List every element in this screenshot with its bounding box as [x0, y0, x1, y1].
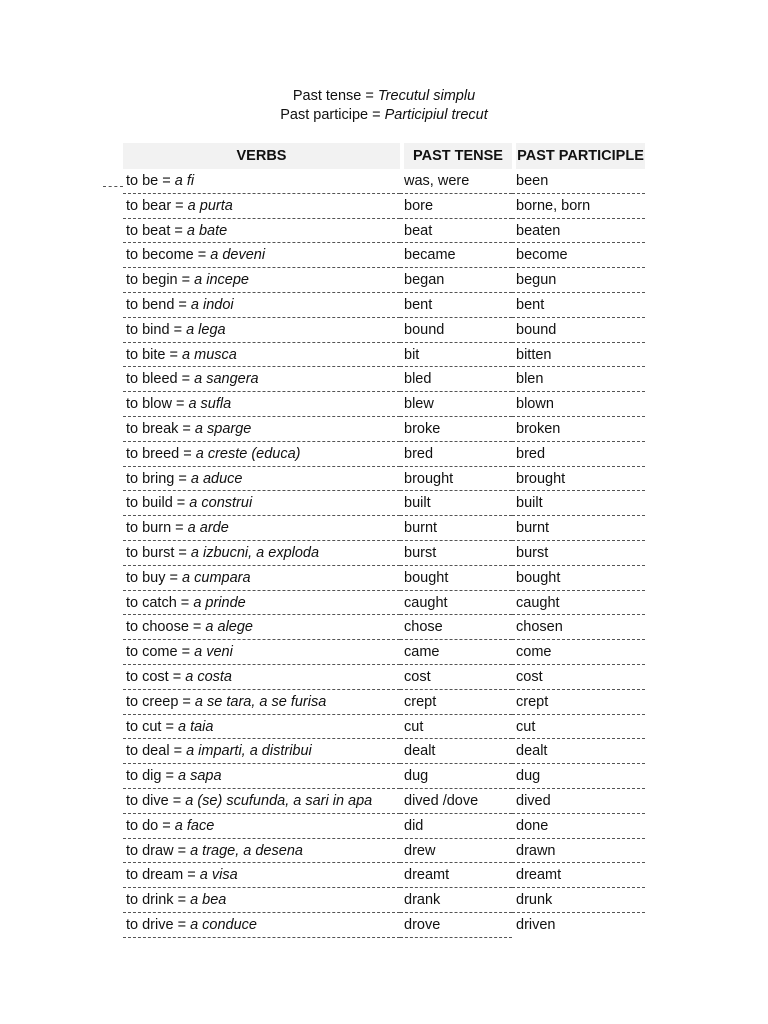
- verb-infinitive: to choose =: [126, 619, 206, 636]
- verb-cell: [123, 467, 400, 492]
- verb-translation: a prinde: [193, 594, 246, 611]
- verb-translation: a musca: [182, 346, 237, 363]
- table-row: [123, 541, 645, 566]
- past-participle-cell: drunk: [512, 888, 645, 913]
- verb-translation: a purta: [187, 197, 233, 214]
- table-body: [123, 169, 645, 938]
- verb-translation: a face: [174, 817, 215, 834]
- past-participle-cell: cost: [512, 665, 645, 690]
- verb-infinitive: to drink =: [126, 892, 191, 909]
- verb-translation: a izbucni, a exploda: [190, 544, 320, 561]
- verb-translation: a taia: [178, 718, 214, 735]
- verb-cell: [123, 367, 400, 392]
- past-tense-cell: bought: [400, 566, 512, 591]
- column-header-past-participle: PAST PARTICIPLE: [516, 143, 645, 169]
- past-tense-cell: built: [400, 491, 512, 516]
- past-tense-cell: brought: [400, 467, 512, 492]
- verb-cell: [123, 665, 400, 690]
- past-participle-cell: broken: [512, 417, 645, 442]
- past-tense-cell: dreamt: [400, 863, 512, 888]
- verb-infinitive: to cut =: [126, 718, 178, 735]
- verb-translation: a indoi: [190, 296, 234, 313]
- past-participle-cell: begun: [512, 268, 645, 293]
- verb-infinitive: to build =: [126, 495, 190, 512]
- past-participle-cell: burst: [512, 541, 645, 566]
- table-row: [123, 764, 645, 789]
- table-row: [123, 640, 645, 665]
- heading-past-tense: [0, 87, 768, 106]
- past-tense-cell: burnt: [400, 516, 512, 541]
- table-row: [123, 169, 645, 194]
- verb-infinitive: to bite =: [126, 346, 183, 363]
- verb-translation: a conduce: [190, 916, 257, 933]
- past-tense-cell: began: [400, 268, 512, 293]
- heading-past-participle-label: Past participe =: [280, 107, 385, 123]
- verb-cell: [123, 194, 400, 219]
- past-participle-cell: become: [512, 243, 645, 268]
- verb-cell: [123, 243, 400, 268]
- past-tense-cell: beat: [400, 219, 512, 244]
- past-tense-cell: cost: [400, 665, 512, 690]
- past-participle-cell: dived: [512, 789, 645, 814]
- table-row: [123, 690, 645, 715]
- verb-cell: [123, 715, 400, 740]
- past-participle-cell: bred: [512, 442, 645, 467]
- past-tense-cell: bled: [400, 367, 512, 392]
- past-tense-cell: dug: [400, 764, 512, 789]
- past-tense-cell: did: [400, 814, 512, 839]
- verb-translation: a arde: [187, 520, 229, 537]
- verb-infinitive: to dig =: [126, 768, 178, 785]
- table-row: [123, 789, 645, 814]
- column-header-past-tense: PAST TENSE: [404, 143, 512, 169]
- verb-translation: a lega: [186, 321, 226, 338]
- past-participle-cell: brought: [512, 467, 645, 492]
- verb-translation: a sangera: [194, 371, 259, 388]
- verb-cell: [123, 491, 400, 516]
- verb-infinitive: to dive =: [126, 792, 186, 809]
- verb-infinitive: to become =: [126, 247, 211, 264]
- verb-translation: a construi: [189, 495, 253, 512]
- verb-translation: a incepe: [194, 272, 249, 289]
- past-participle-cell: bent: [512, 293, 645, 318]
- heading-past-participle: [0, 106, 768, 125]
- verb-cell: [123, 863, 400, 888]
- table-row: [123, 392, 645, 417]
- verb-infinitive: to creep =: [126, 693, 195, 710]
- verb-infinitive: to bring =: [126, 470, 191, 487]
- verb-infinitive: to be =: [126, 173, 175, 189]
- verb-infinitive: to come =: [126, 644, 195, 661]
- verb-infinitive: to catch =: [126, 594, 194, 611]
- past-tense-cell: blew: [400, 392, 512, 417]
- verb-infinitive: to blow =: [126, 396, 189, 413]
- past-participle-cell: come: [512, 640, 645, 665]
- table-header: [123, 143, 645, 169]
- verb-infinitive: to beat =: [126, 222, 187, 239]
- verb-cell: [123, 690, 400, 715]
- past-participle-cell: crept: [512, 690, 645, 715]
- verb-translation: a sparge: [194, 420, 252, 437]
- past-participle-cell: bound: [512, 318, 645, 343]
- table-row: [123, 442, 645, 467]
- verb-translation: a sapa: [178, 768, 222, 785]
- verb-cell: [123, 839, 400, 864]
- past-participle-cell: built: [512, 491, 645, 516]
- verb-cell: [123, 293, 400, 318]
- row-leader-line: [103, 186, 123, 187]
- verb-infinitive: to cost =: [126, 668, 186, 685]
- verb-translation: a bate: [186, 222, 228, 239]
- verb-cell: [123, 566, 400, 591]
- verb-infinitive: to buy =: [126, 569, 183, 586]
- table-row: [123, 863, 645, 888]
- past-participle-cell: bought: [512, 566, 645, 591]
- verb-infinitive: to bend =: [126, 296, 191, 313]
- past-tense-cell: drew: [400, 839, 512, 864]
- heading-past-tense-label: Past tense =: [292, 88, 378, 104]
- verb-infinitive: to breed =: [126, 445, 196, 462]
- past-participle-cell: been: [512, 169, 645, 194]
- verb-cell: [123, 516, 400, 541]
- past-tense-cell: bound: [400, 318, 512, 343]
- verb-infinitive: to burn =: [126, 520, 188, 537]
- verb-translation: a fi: [174, 173, 195, 189]
- column-header-verbs: VERBS: [123, 143, 400, 169]
- verb-translation: a cumpara: [182, 569, 251, 586]
- verb-infinitive: to drive =: [126, 916, 191, 933]
- verb-cell: [123, 169, 400, 194]
- table-row: [123, 739, 645, 764]
- verb-cell: [123, 789, 400, 814]
- table-row: [123, 913, 645, 938]
- verb-translation: a (se) scufunda, a sari in apa: [185, 792, 373, 809]
- verb-translation: a aduce: [190, 470, 243, 487]
- heading-past-participle-translation: Participiul trecut: [384, 107, 488, 123]
- table-row: [123, 814, 645, 839]
- verb-translation: a trage, a desena: [190, 842, 303, 859]
- past-tense-cell: bred: [400, 442, 512, 467]
- table-row: [123, 491, 645, 516]
- verb-infinitive: to break =: [126, 420, 195, 437]
- verb-infinitive: to dream =: [126, 867, 200, 884]
- table-row: [123, 343, 645, 368]
- verb-cell: [123, 541, 400, 566]
- past-participle-cell: beaten: [512, 219, 645, 244]
- past-tense-cell: was, were: [400, 169, 512, 194]
- verb-translation: a creste (educa): [195, 445, 301, 462]
- past-tense-cell: caught: [400, 591, 512, 616]
- verb-infinitive: to do =: [126, 817, 175, 834]
- table-row: [123, 839, 645, 864]
- past-tense-cell: cut: [400, 715, 512, 740]
- past-tense-cell: dived /dove: [400, 789, 512, 814]
- table-row: [123, 665, 645, 690]
- table-row: [123, 566, 645, 591]
- past-participle-cell: chosen: [512, 615, 645, 640]
- past-participle-cell: blen: [512, 367, 645, 392]
- table-row: [123, 219, 645, 244]
- past-tense-cell: came: [400, 640, 512, 665]
- verb-cell: [123, 615, 400, 640]
- verb-translation: a se tara, a se furisa: [194, 693, 327, 710]
- past-participle-cell: burnt: [512, 516, 645, 541]
- table-row: [123, 888, 645, 913]
- verb-infinitive: to burst =: [126, 544, 191, 561]
- verb-infinitive: to bind =: [126, 321, 187, 338]
- verb-infinitive: to begin =: [126, 272, 195, 289]
- verb-cell: [123, 343, 400, 368]
- verb-translation: a visa: [199, 867, 238, 884]
- past-participle-cell: dug: [512, 764, 645, 789]
- verb-infinitive: to bear =: [126, 197, 188, 214]
- table-row: [123, 268, 645, 293]
- verb-infinitive: to bleed =: [126, 371, 195, 388]
- verb-cell: [123, 442, 400, 467]
- past-participle-cell: cut: [512, 715, 645, 740]
- verb-cell: [123, 913, 400, 938]
- table-row: [123, 367, 645, 392]
- past-tense-cell: bent: [400, 293, 512, 318]
- past-tense-cell: bit: [400, 343, 512, 368]
- verb-infinitive: to deal =: [126, 743, 187, 760]
- past-tense-cell: became: [400, 243, 512, 268]
- past-tense-cell: burst: [400, 541, 512, 566]
- past-tense-cell: dealt: [400, 739, 512, 764]
- verb-translation: a alege: [205, 619, 253, 636]
- verb-translation: a veni: [194, 644, 233, 661]
- verb-translation: a bea: [190, 892, 227, 909]
- past-tense-cell: crept: [400, 690, 512, 715]
- past-participle-cell: done: [512, 814, 645, 839]
- verb-cell: [123, 219, 400, 244]
- verb-translation: a imparti, a distribui: [186, 743, 312, 760]
- verb-translation: a deveni: [210, 247, 266, 264]
- past-participle-cell: bitten: [512, 343, 645, 368]
- verb-cell: [123, 764, 400, 789]
- past-tense-cell: broke: [400, 417, 512, 442]
- table-row: [123, 467, 645, 492]
- past-participle-cell: drawn: [512, 839, 645, 864]
- table-row: [123, 243, 645, 268]
- past-tense-cell: drank: [400, 888, 512, 913]
- past-participle-cell: caught: [512, 591, 645, 616]
- past-tense-cell: drove: [400, 913, 512, 938]
- past-participle-cell: blown: [512, 392, 645, 417]
- past-tense-cell: chose: [400, 615, 512, 640]
- table-row: [123, 318, 645, 343]
- verb-infinitive: to draw =: [126, 842, 191, 859]
- past-participle-cell: dreamt: [512, 863, 645, 888]
- heading-past-tense-translation: Trecutul simplu: [377, 88, 476, 104]
- table-row: [123, 615, 645, 640]
- verbs-table: [123, 143, 645, 938]
- past-tense-cell: bore: [400, 194, 512, 219]
- verb-cell: [123, 318, 400, 343]
- verb-cell: [123, 417, 400, 442]
- table-row: [123, 516, 645, 541]
- verb-cell: [123, 640, 400, 665]
- verb-translation: a costa: [185, 668, 232, 685]
- past-participle-cell: driven: [516, 916, 556, 933]
- verb-cell: [123, 392, 400, 417]
- verb-cell: [123, 814, 400, 839]
- verb-cell: [123, 591, 400, 616]
- past-participle-cell: dealt: [512, 739, 645, 764]
- past-participle-cell: borne, born: [512, 194, 645, 219]
- verb-translation: a sufla: [188, 396, 232, 413]
- table-row: [123, 194, 645, 219]
- table-row: [123, 715, 645, 740]
- table-row: [123, 417, 645, 442]
- verb-cell: [123, 739, 400, 764]
- verb-cell: [123, 268, 400, 293]
- table-row: [123, 293, 645, 318]
- table-row: [123, 591, 645, 616]
- verb-cell: [123, 888, 400, 913]
